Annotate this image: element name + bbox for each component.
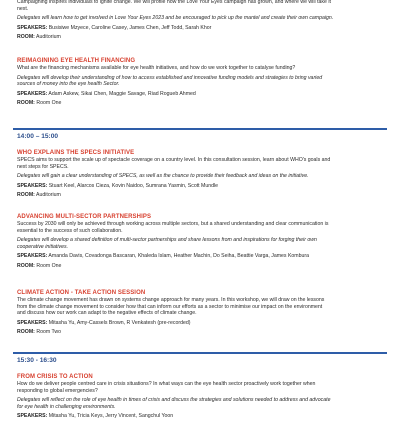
time-divider [13,352,387,354]
session-outcome: Delegates will reflect on the role of eye health in times of crisis and discuss the strategies and solutions needed to address and advocate [17,397,331,403]
session-description: Success by 2030 will only be achieved through working across multiple sectors, but a shared understanding and clear communication is [17,221,329,227]
session-specs-initiative [17,150,383,199]
session-outcome: Delegates will develop their understanding of how to access established and innovative funding models and strategies to bring varied [17,74,323,81]
session-eye-health-financing [17,58,383,107]
session-outcome: Delegates will develop a shared definition of multi-sector partnerships and share lessons from and inspirations for forging their own [17,237,317,243]
session-outcome: Delegates will learn how to get involved in Love Your Eyes 2023 and be encouraged to pick up the mantel and create their own campaign. [17,15,334,21]
session-title: ADVANCING MULTI-SECTOR PARTNERSHIPS [17,214,152,220]
session-title: FROM CRISIS TO ACTION [17,374,93,380]
session-description-cont: next. [17,5,29,12]
session-outcome-cont: sources of money into the eye health Sector. [17,81,120,87]
session-multi-sector-partnerships [17,214,383,269]
session-description-cont: and discuss how our work can adapt to the negative effects of climate change. [17,310,197,316]
room-line: ROOM: Room Two [17,329,62,335]
session-outcome: Delegates will gain a clear understanding of SPECS, as well as the chance to provide their feedback and ideas on the initiative. [17,173,309,179]
session-description: How do we deliver people centred care in crisis situations? In what ways can the eye health sector proactively work together when [17,381,316,387]
room-line: ROOM: Auditorium [17,34,61,40]
time-slot: 14:00 – 15:00 [17,133,59,140]
session-outcome-cont: cooperative initiatives. [17,243,69,250]
speakers-line: SPEAKERS: Adam Askew, Sikai Chen, Maggie Savage, Riad Rogueb Ahmed [17,90,196,97]
session-climate-action [17,290,383,336]
room-line: ROOM: Room One [17,100,62,106]
session-description: SPECS aims to support the scale up of spectacle coverage on a country level. In this consultation session, learn about WHO's goals and [17,157,331,163]
room-line: ROOM: Auditorium [17,192,61,198]
session-title: WHO EXPLAINS THE SPECS INITIATIVE [17,150,135,156]
session-description-cont: from the climate change movement to consider how that can inform our efforts as a sector to minimise our impact on the environment [17,303,323,310]
speakers-line: SPEAKERS: Busisiwe Mzyece, Caroline Casey, James Chen, Jeff Todd, Sarah Khor [17,24,212,31]
room-line: ROOM: Room One [17,262,62,269]
time-slot: 15:30 - 16:30 [17,357,57,364]
session-description: Campaigning inspires individuals to ignite change. We will profile how the Love Your Eyes campaign has grown, and where we will take it [17,0,331,5]
speakers-line: SPEAKERS: Mitasha Yu, Tricia Keys, Jerry Vincent, Sangchul Yoon [17,413,174,419]
session-description: What are the financing mechanisms available for eye health initiatives, and how do we work together to catalyse funding? [17,65,296,71]
speakers-line: SPEAKERS: Mitasha Yu, Amy-Cassels Brown, R Venkatesh (pre-recorded) [17,319,191,326]
session-crisis-to-action [17,374,383,420]
session-title: CLIMATE ACTION - TAKE ACTION SESSION [17,290,146,296]
time-divider [13,128,387,130]
session-description-cont: next steps for SPECS. [17,163,69,170]
session-outcome-cont: for eye health in challenging environments. [17,403,116,410]
speakers-line: SPEAKERS: Stuart Keel, Alarcos Cieza, Kovin Naidoo, Sumrana Yasmin, Scott Mundle [17,182,219,189]
session-description-cont: essential to the success of such collaboration. [17,227,123,234]
session-love-your-eyes [17,0,383,41]
session-description-cont: responding to global emergencies? [17,387,98,394]
session-description: The climate change movement has drawn on systems change approach for many years. In this workshop, we will draw on the lessons [17,297,325,303]
speakers-line: SPEAKERS: Amanda Davis, Covadonga Bascaran, Khaleda Islam, Heather Machin, Do Seiha, Beattie Varga, James Kombura [17,253,310,259]
session-title: REIMAGINING EYE HEALTH FINANCING [17,58,136,64]
